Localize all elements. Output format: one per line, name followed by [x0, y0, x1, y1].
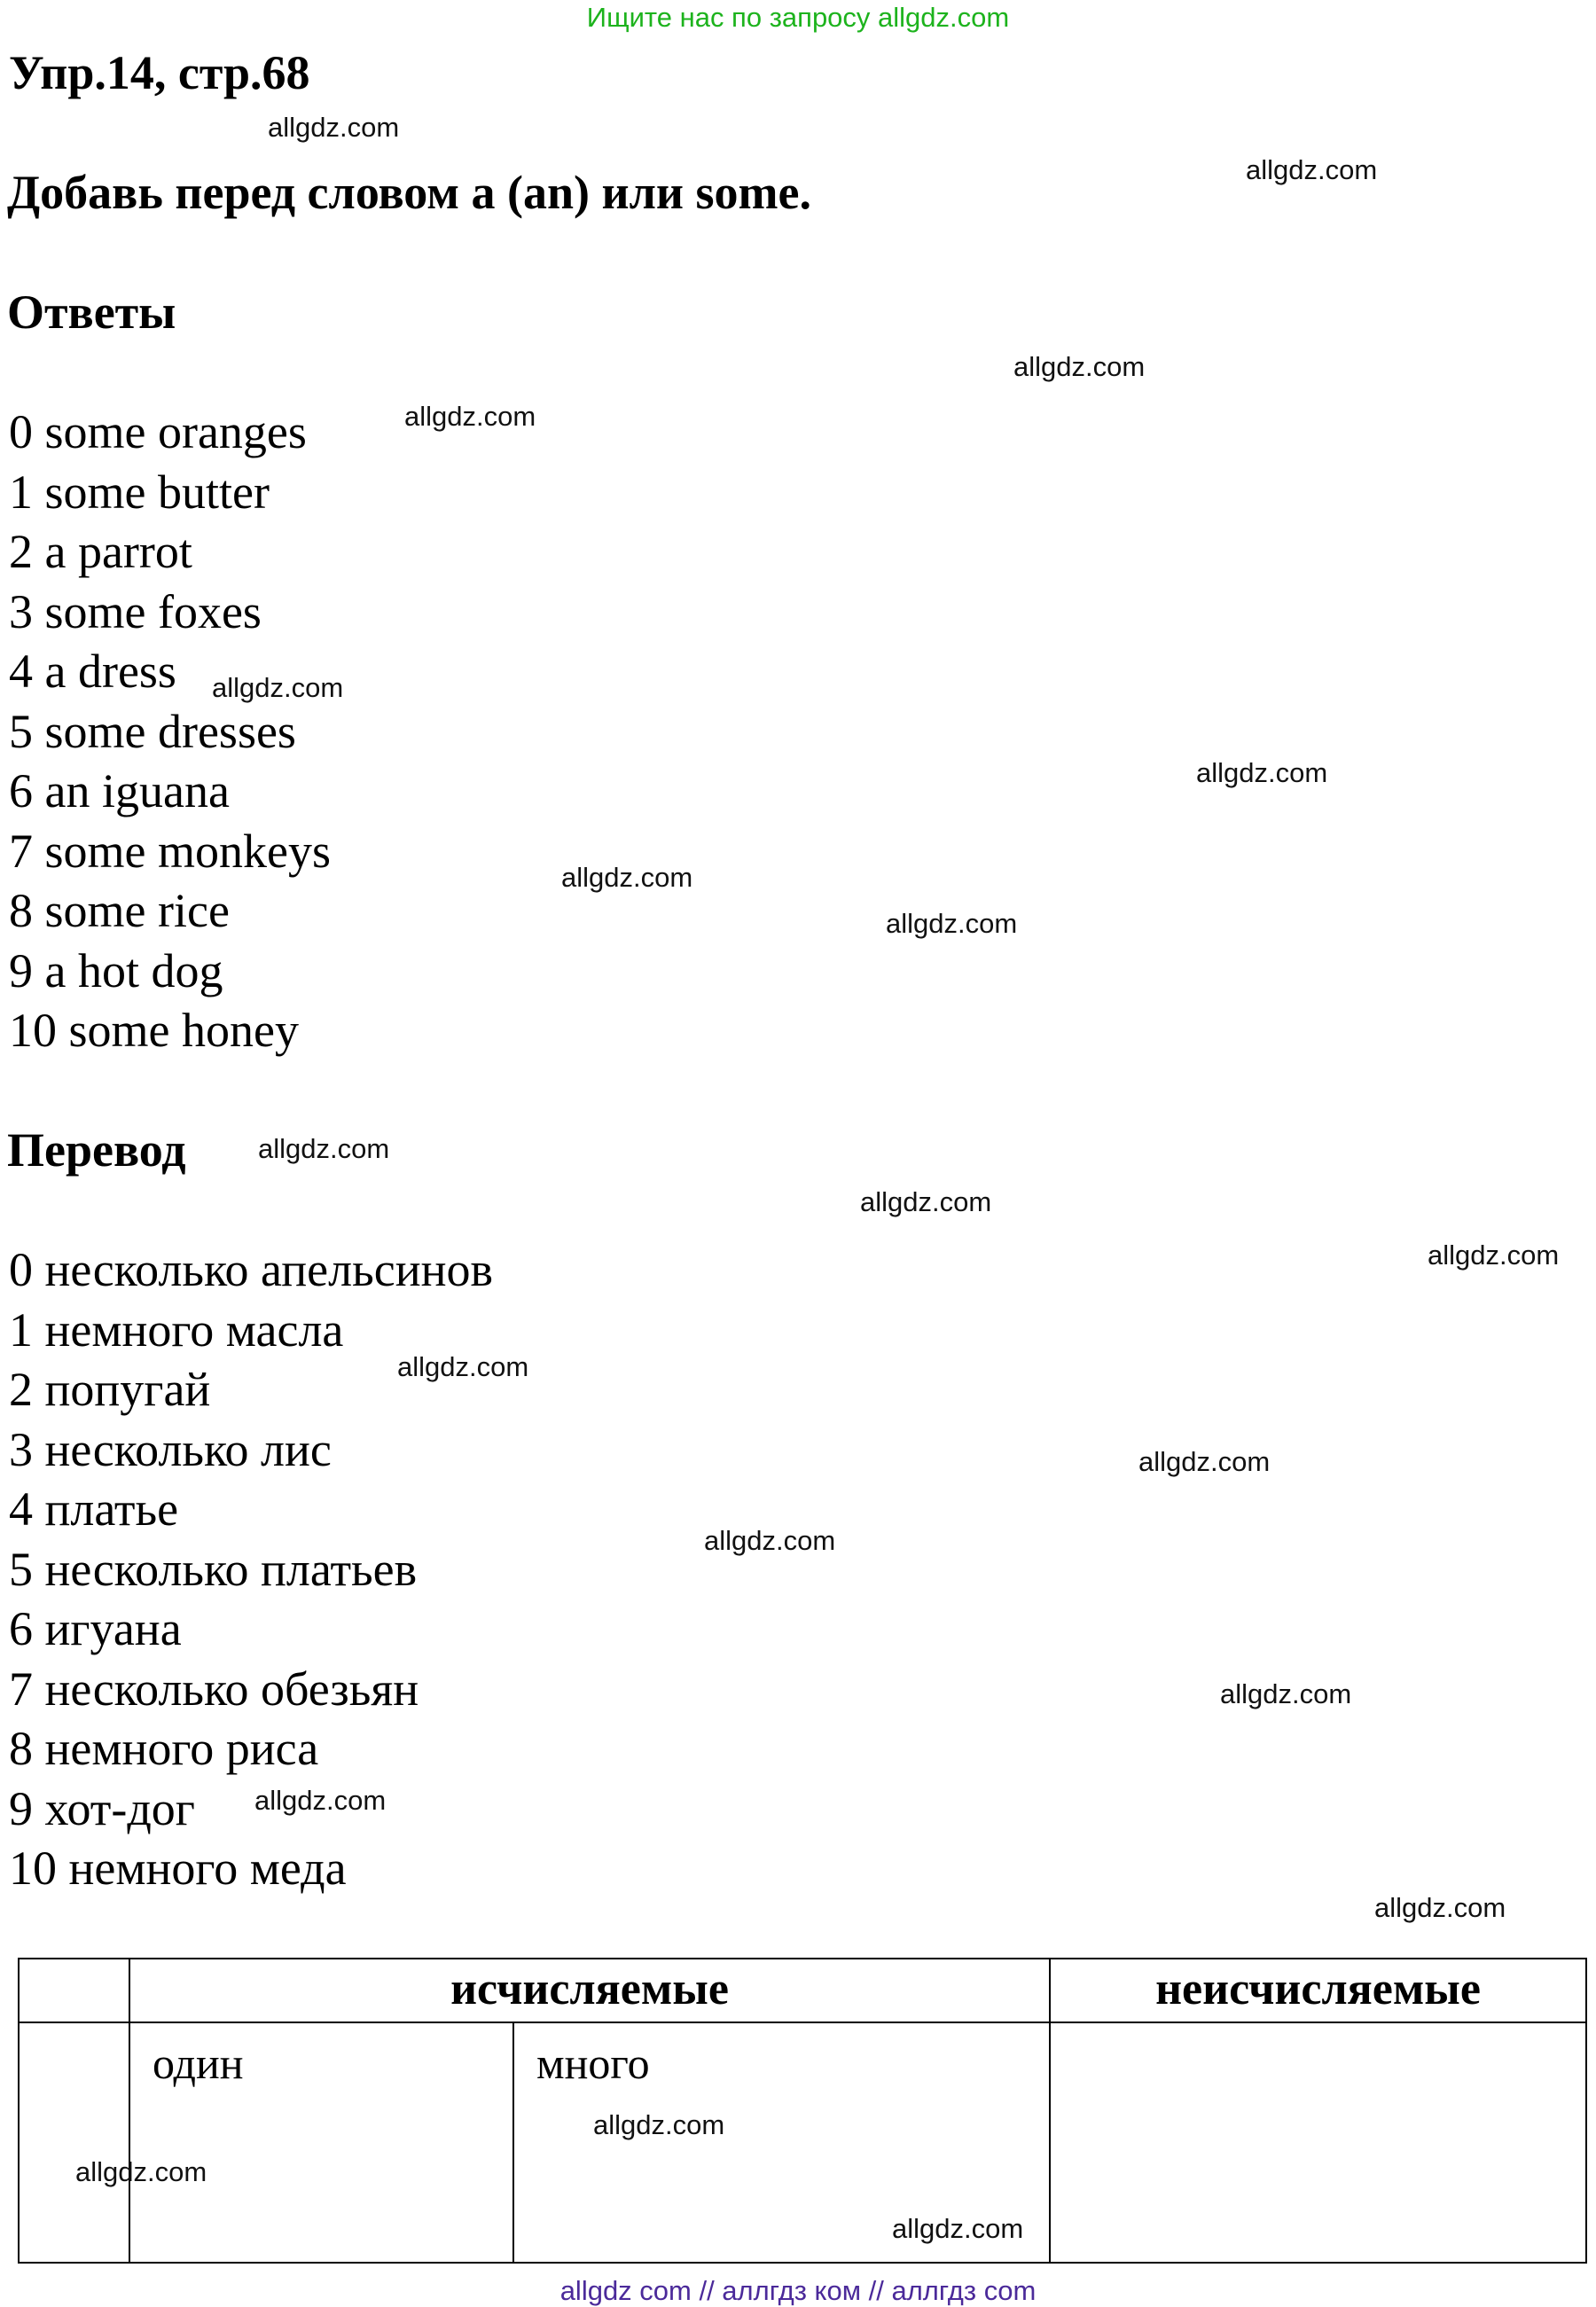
watermark: allgdz.com — [1196, 757, 1328, 788]
translation-list — [9, 1240, 493, 1899]
watermark: allgdz.com — [1138, 1446, 1271, 1477]
watermark: allgdz.com — [212, 672, 344, 703]
task-instruction: Добавь перед словом a (an) или some. — [7, 166, 812, 219]
translation-item: 6 игуана — [9, 1602, 182, 1655]
translation-item: 8 немного риса — [9, 1722, 319, 1775]
uncountable-header: неисчисляемые — [1050, 1959, 1586, 2022]
translation-item: 7 несколько обезьян — [9, 1662, 419, 1716]
uncountable-cell — [1050, 2022, 1586, 2263]
translation-item: 3 несколько лис — [9, 1422, 332, 1476]
translation-item: 10 немного меда — [9, 1842, 347, 1895]
watermark: allgdz.com — [886, 908, 1018, 939]
countable-header: исчисляемые — [129, 1959, 1050, 2022]
noun-classification-table — [18, 1958, 1587, 2264]
translation-heading: Перевод — [7, 1123, 186, 1177]
translation-item: 5 несколько платьев — [9, 1542, 418, 1596]
answer-item: 8 some rice — [9, 884, 230, 937]
watermark: allgdz.com — [1428, 1240, 1560, 1271]
watermark: allgdz.com — [704, 1525, 836, 1556]
answer-item: 6 an iguana — [9, 764, 230, 817]
many-header: много — [513, 2022, 1050, 2263]
answer-item: 9 a hot dog — [9, 943, 223, 997]
watermark: allgdz.com — [268, 112, 400, 143]
one-header: один — [129, 2022, 513, 2263]
answer-item: 10 some honey — [9, 1004, 299, 1057]
table-corner-cell — [19, 1959, 129, 2022]
watermark: allgdz.com — [397, 1351, 529, 1382]
translation-item: 2 попугай — [9, 1363, 211, 1416]
answers-list — [9, 403, 331, 1061]
watermark: allgdz.com — [860, 1186, 992, 1217]
page-title: Упр.14, стр.68 — [9, 46, 310, 99]
footer-links: allgdz com // аллгдз ком // аллгдз com — [559, 2275, 1037, 2306]
watermark: allgdz.com — [593, 2109, 725, 2140]
table-side-cell — [19, 2022, 129, 2263]
watermark: allgdz.com — [254, 1785, 387, 1816]
translation-item: 1 немного масла — [9, 1302, 344, 1357]
translation-item: 0 несколько апельсинов — [9, 1243, 493, 1296]
watermark: allgdz.com — [404, 401, 536, 432]
answer-item: 5 some dresses — [9, 704, 296, 758]
answer-item: 0 some oranges — [9, 405, 307, 458]
watermark: allgdz.com — [561, 862, 693, 893]
watermark: allgdz.com — [892, 2213, 1024, 2244]
top-banner: Ищите нас по запросу allgdz.com — [586, 2, 1010, 33]
watermark: allgdz.com — [258, 1133, 390, 1164]
answer-item: 3 some foxes — [9, 584, 262, 638]
watermark: allgdz.com — [1374, 1892, 1506, 1923]
watermark: allgdz.com — [75, 2156, 207, 2187]
answer-item: 7 some monkeys — [9, 824, 331, 878]
answer-item: 1 some butter — [9, 465, 270, 519]
answer-item: 4 a dress — [9, 645, 176, 698]
watermark: allgdz.com — [1246, 154, 1378, 185]
watermark: allgdz.com — [1220, 1678, 1352, 1709]
answers-heading: Ответы — [7, 285, 176, 339]
answer-item: 2 a parrot — [9, 525, 192, 578]
translation-item: 4 платье — [9, 1482, 179, 1536]
translation-item: 9 хот-дог — [9, 1781, 195, 1835]
watermark: allgdz.com — [1013, 351, 1146, 382]
